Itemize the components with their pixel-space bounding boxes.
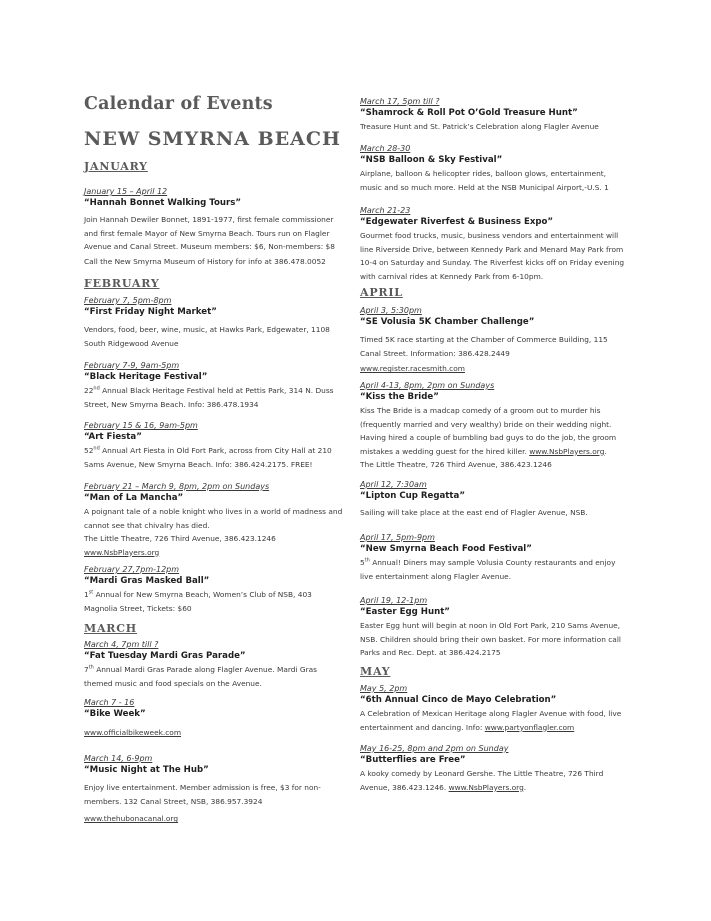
event-cinco-de-mayo [360, 684, 628, 734]
event-walking-tours [84, 187, 346, 268]
event-name: “NSB Balloon & Sky Festival” [360, 155, 503, 165]
event-date: February 15 & 16, 9am-5pm [84, 421, 198, 430]
event-description: Airplane, balloon & helicopter rides, balloon glows, entertainment, music and so much more. Held at the NSB Municipal Airport,-U.S. 1 [360, 169, 609, 192]
event-link[interactable]: www.NsbPlayers.org [448, 782, 524, 792]
event-date: May 16-25, 8pm and 2pm on Sunday [360, 744, 509, 753]
event-link[interactable]: www.thehubonacanal.org [84, 814, 179, 824]
event-description: 1st Annual for New Smyrna Beach, Women’s Club of NSB, 403 Magnolia Street, Tickets: $60 [84, 589, 312, 613]
event-lipton-cup [360, 480, 628, 520]
event-name: “Shamrock & Roll Pot O’Gold Treasure Hunt” [360, 108, 578, 118]
event-description: Treasure Hunt and St. Patrick’s Celebration along Flagler Avenue [360, 122, 599, 131]
event-description: Enjoy live entertainment. Member admission is free, $3 for non-members. 132 Canal Street, NSB, 386.957.3924 [84, 783, 321, 806]
month-heading-january: JANUARY [84, 160, 148, 173]
event-date: April 19, 12-1pm [360, 596, 428, 605]
event-first-friday [84, 296, 346, 350]
event-description: 52nd Annual Art Fiesta in Old Fort Park, across from City Hall at 210 Sams Avenue, New Smyrna Beach. Info: 386.424.2175. FREE! [84, 445, 332, 469]
event-date: February 7-9, 9am-5pm [84, 361, 180, 370]
event-description: Sailing will take place at the east end of Flagler Avenue, NSB. [360, 508, 588, 517]
event-kiss-the-bride [360, 381, 628, 472]
event-description: Gourmet food trucks, music, business vendors and entertainment will line Riverside Drive, between Kennedy Park and Menard May Park from 10-4 on Saturday and Sunday. The Riverfest kicks off on Friday evening with carnival rides at Kennedy Park from 6-10pm. [360, 231, 625, 281]
month-heading-april: APRIL [360, 286, 403, 299]
event-date: February 21 – March 9, 8pm, 2pm on Sundays [84, 482, 270, 491]
event-description: Kiss The Bride is a madcap comedy of a groom out to murder his (frequently married and very wealthy) bride on their wedding night. Having hired a couple of bumbling bad guys to do the job, the groom mistakes a wedding guest for the hired killer. www.NsbPlayers.org. [360, 406, 617, 456]
event-description: A kooky comedy by Leonard Gershe. The Little Theatre, 726 Third Avenue, 386.423.1246. www.NsbPlayers.org. [360, 769, 604, 792]
month-heading-march: MARCH [84, 622, 138, 635]
event-date: March 4, 7pm till ? [84, 640, 159, 649]
event-name: “Art Fiesta” [84, 432, 142, 442]
event-balloon [360, 144, 628, 194]
event-name: “Black Heritage Festival” [84, 372, 208, 382]
event-easter-egg [360, 596, 628, 660]
event-fat-tuesday [84, 640, 346, 690]
event-name: “Man of La Mancha” [84, 493, 184, 503]
event-link[interactable]: www.officialbikeweek.com [84, 728, 182, 737]
event-date: April 12, 7:30am [360, 480, 427, 489]
event-name: “6th Annual Cinco de Mayo Celebration” [360, 695, 557, 705]
event-description: 22nd Annual Black Heritage Festival held at Pettis Park, 314 N. Duss Street, New Smyrna Beach. Info: 386.478.1934 [84, 385, 334, 409]
event-name: “Hannah Bonnet Walking Tours” [84, 198, 241, 208]
event-food-festival [360, 533, 628, 583]
event-date: February 7, 5pm-8pm [84, 296, 172, 305]
event-date: March 28-30 [360, 144, 411, 153]
event-name: “Mardi Gras Masked Ball” [84, 576, 210, 586]
event-date: April 4-13, 8pm, 2pm on Sundays [360, 381, 495, 390]
page-title: Calendar of Events [84, 94, 273, 114]
event-name: “Bike Week” [84, 709, 146, 719]
event-date: May 5, 2pm [360, 684, 408, 693]
event-venue: The Little Theatre, 726 Third Avenue, 386.423.1246 [360, 460, 552, 470]
event-name: “Easter Egg Hunt” [360, 607, 450, 617]
event-riverfest [360, 206, 628, 283]
event-art-fiesta [84, 421, 346, 471]
event-date: March 14, 6-9pm [84, 754, 153, 763]
event-description: Easter Egg hunt will begin at noon in Old Fort Park, 210 Sams Avenue, NSB. Children should bring their own basket. For more information call Parks and Rec. Dept. at 386.424.2175 [360, 621, 621, 658]
event-link[interactable]: www.register.racesmith.com [360, 364, 465, 374]
event-description: Timed 5K race starting at the Chamber of Commerce Building, 115 Canal Street. Information: 386.428.2449 [360, 335, 608, 358]
event-name: “New Smyrna Beach Food Festival” [360, 544, 532, 554]
event-description: 5th Annual! Diners may sample Volusia County restaurants and enjoy live entertainment along Flagler Avenue. [360, 557, 616, 581]
event-black-heritage [84, 361, 346, 411]
event-link[interactable]: www.NsbPlayers.org [84, 547, 160, 557]
event-contact: Call the New Smyrna Museum of History for info at 386.478.0052 [84, 256, 326, 266]
event-chamber-5k [360, 306, 628, 375]
event-name: “Butterflies are Free” [360, 755, 466, 765]
event-date: April 17, 5pm-9pm [360, 533, 435, 542]
event-date: March 7 - 16 [84, 698, 135, 707]
event-butterflies [360, 744, 628, 794]
event-venue: The Little Theatre, 726 Third Avenue, 386.423.1246 [84, 534, 276, 544]
event-date: January 15 – April 12 [84, 187, 168, 196]
event-name: “First Friday Night Market” [84, 307, 217, 317]
event-description: A Celebration of Mexican Heritage along Flagler Avenue with food, live entertainment and dancing. Info: www.partyonflagler.com [360, 709, 622, 732]
event-name: “Kiss the Bride” [360, 392, 439, 402]
event-description: Vendors, food, beer, wine, music, at Hawks Park, Edgewater, 1108 South Ridgewood Avenue [84, 325, 330, 348]
event-date: March 21-23 [360, 206, 411, 215]
event-description: 7th Annual Mardi Gras Parade along Flagler Avenue. Mardi Gras themed music and food specials on the Avenue. [84, 664, 317, 688]
event-mardi-gras-ball [84, 565, 346, 615]
month-heading-may: MAY [360, 665, 391, 678]
event-name: “Music Night at The Hub” [84, 765, 209, 775]
event-link[interactable]: www.partyonflagler.com [484, 722, 575, 732]
event-man-of-la-mancha [84, 482, 346, 559]
event-bike-week [84, 698, 346, 739]
event-link[interactable]: www.NsbPlayers.org [529, 446, 605, 456]
event-name: “SE Volusia 5K Chamber Challenge” [360, 317, 535, 327]
event-date: March 17, 5pm till ? [360, 97, 440, 106]
month-heading-february: FEBRUARY [84, 277, 160, 290]
event-date: February 27,7pm-12pm [84, 565, 180, 574]
event-description: A poignant tale of a noble knight who lives in a world of madness and cannot see that chivalry has died. [84, 507, 343, 530]
event-name: “Lipton Cup Regatta” [360, 491, 465, 501]
page-subtitle: NEW SMYRNA BEACH [84, 128, 341, 150]
event-shamrock [360, 97, 628, 134]
event-name: “Fat Tuesday Mardi Gras Parade” [84, 651, 246, 661]
event-name: “Edgewater Riverfest & Business Expo” [360, 217, 554, 227]
event-description: Join Hannah Dewiler Bonnet, 1891-1977, first female commissioner and first female Mayor of New Smyrna Beach. Tours run on Flagler Avenue and Canal Street. Museum members: $6, Non-members: $8 [84, 215, 335, 252]
event-date: April 3, 5:30pm [360, 306, 422, 315]
event-music-night [84, 754, 346, 825]
